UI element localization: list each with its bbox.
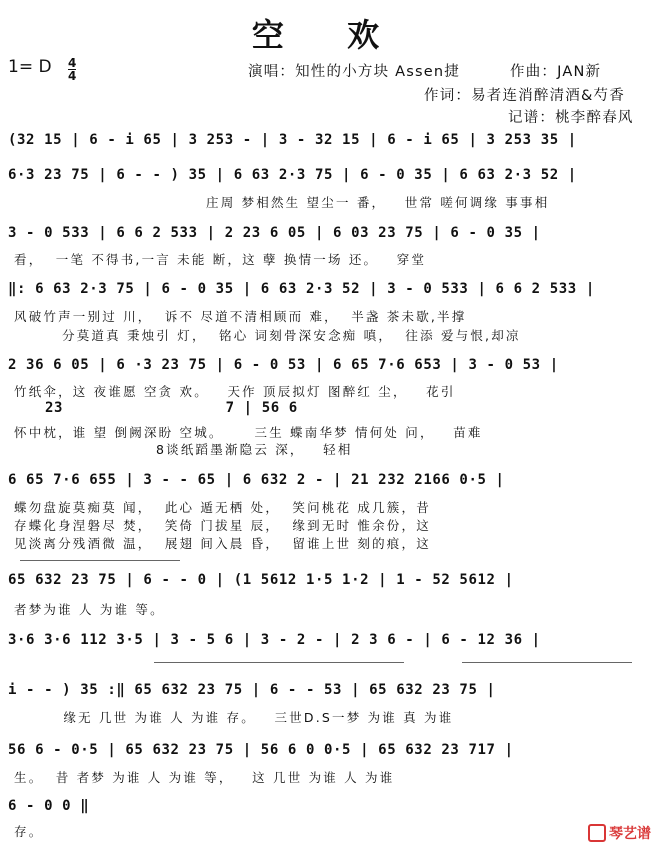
- key-signature: 1= D: [8, 57, 52, 77]
- score-line-5b: 23 7 | 56 6: [36, 400, 298, 416]
- lyrics-line-7c: 见淡离分残酒微 温， 展翅 间入晨 昏， 留谁上世 刻的痕，这: [14, 536, 431, 551]
- meter-top: 4: [68, 56, 77, 70]
- singer-credit: 演唱：知性的小方块 Assen捷: [248, 64, 460, 80]
- lyrics-line-7b: 存蝶化身涅磐尽 焚， 笑倚 门拔星 辰， 缘到无时 惟余份，这: [14, 518, 431, 533]
- logo-icon: [588, 824, 606, 842]
- site-logo: [588, 823, 651, 843]
- lyrics-line-6b: 8谈纸蹈墨渐隐云 深， 轻相: [14, 442, 353, 457]
- lyrics-line-11: 存。: [14, 824, 44, 839]
- lyrics-line-4a: 风破竹声一别过 川， 诉不 尽道不清相顾而 难， 半盏 茶未歇,半撑: [14, 309, 467, 324]
- volta-2: [154, 662, 404, 663]
- lyrics-line-8: 者梦为谁 人 为谁 等。: [14, 602, 165, 617]
- score-line-10: 56 6 - 0·5 | 65 632 23 75 | 56 6 0 0·5 | 65 632 23 717 |: [8, 742, 514, 758]
- lyrics-line-10: 生。 昔 者梦 为谁 人 为谁 等， 这 几世 为谁 人 为谁: [14, 770, 395, 785]
- composer-credit: 作曲：JAN新: [510, 64, 602, 80]
- score-line-4: ‖: 6 63 2·3 75 | 6 - 0 35 | 6 63 2·3 52 | 3 - 0 533 | 6 6 2 533 |: [8, 281, 595, 297]
- score-line-5: 2 36 6 05 | 6 ·3 23 75 | 6 - 0 53 | 6 65 7·6 653 | 3 - 0 53 |: [8, 357, 559, 373]
- score-line-2: 6·3 23 75 | 6 - - ) 35 | 6 63 2·3 75 | 6 - 0 35 | 6 63 2·3 52 |: [8, 167, 577, 183]
- lyrics-line-7a: 蝶勿盘旋莫痴莫 闻， 此心 遁无栖 处， 笑问桃花 成几簇，昔: [14, 500, 431, 515]
- score-line-9: i - - ) 35 :‖ 65 632 23 75 | 6 - - 53 | 65 632 23 75 |: [8, 682, 496, 698]
- lyrics-line-4b: 分莫道真 秉烛引 灯， 铭心 词刻骨深安念痴 嗔， 往添 爱与恨,却凉: [62, 328, 521, 343]
- lyrics-line-6a: 怀中枕，谁 望 倒阙深盼 空城。 三生 蝶南华梦 情何处 问， 苗难: [14, 425, 483, 440]
- lyrics-line-5: 竹纸伞，这 夜谁愿 空贪 欢。 天作 顶辰拟灯 图醉红 尘， 花引: [14, 384, 456, 399]
- score-line-6: 6 65 7·6 655 | 3 - - 65 | 6 632 2 - | 21 232 2166 0·5 |: [8, 472, 505, 488]
- lyricist-credit: 作词：易者连消醉清酒&芍香: [424, 88, 625, 104]
- score-line-11: 6 - 0 0 ‖: [8, 798, 90, 814]
- logo-text: 琴艺谱: [609, 826, 651, 842]
- score-line-8: 3·6 3·6 112 3·5 | 3 - 5 6 | 3 - 2 - | 2 3 6 - | 6 - 12 36 |: [8, 632, 541, 648]
- transcriber-credit: 记谱：桃李醉春风: [508, 110, 634, 126]
- song-title: 空 欢: [251, 16, 406, 54]
- score-line-3: 3 - 0 533 | 6 6 2 533 | 2 23 6 05 | 6 03 23 75 | 6 - 0 35 |: [8, 225, 541, 241]
- lyrics-line-3: 看， 一笔 不得书,一言 未能 断，这 孽 换情一场 还。 穿堂: [14, 252, 427, 267]
- meter-bottom: 4: [68, 69, 77, 83]
- score-line-1: (32 15 | 6 - i 65 | 3 253 - | 3 - 32 15 | 6 - i 65 | 3 253 35 |: [8, 132, 577, 148]
- time-signature: [68, 57, 76, 82]
- score-line-7: 65 632 23 75 | 6 - - 0 | (1 5612 1·5 1·2 | 1 - 52 5612 |: [8, 572, 514, 588]
- volta-3: [462, 662, 632, 663]
- volta-1: [20, 560, 180, 561]
- lyrics-line-2: 庄周 梦相然生 望尘一 番， 世常 嗟何调缘 事事相: [206, 195, 550, 210]
- lyrics-line-9: 缘无 几世 为谁 人 为谁 存。 三世D.S一梦 为谁 真 为谁: [14, 710, 454, 725]
